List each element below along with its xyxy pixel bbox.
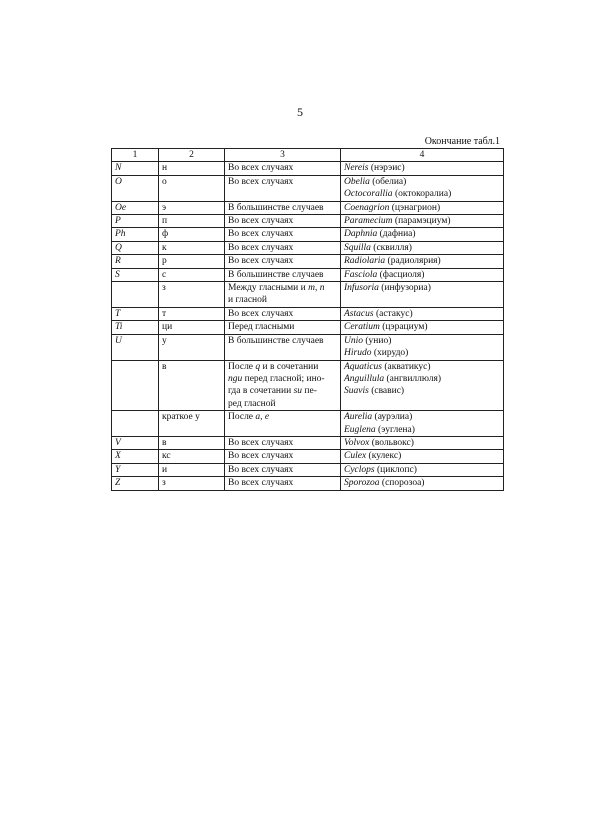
table-row [112,411,504,437]
rule-line: Во всех случаях [228,163,294,174]
example-line [344,162,500,174]
rule-line: Во всех случаях [228,308,294,319]
latin-letter-cell [112,360,159,411]
table-row [112,282,504,308]
rule-cell [225,228,341,241]
latin-letter-cell: U [112,334,159,360]
rule-cell [225,450,341,463]
page-number: 5 [297,105,303,119]
transcription: (хирудо) [373,348,409,359]
latin-letter-cell: P [112,215,159,228]
table-caption: Окончание табл.1 [424,136,500,147]
sound-cell: ф [159,228,225,241]
example-line [344,308,500,320]
example-cell [341,241,504,254]
rule-cell [225,436,341,449]
latin-name: Suavis [344,386,369,397]
latin-letter-cell: Z [112,477,159,490]
example-cell [341,321,504,334]
column-header: 4 [341,149,504,162]
transcription: (инфузориа) [381,283,431,294]
rule-cell [225,268,341,281]
rule-line: гда в сочетании su пе- [228,386,317,397]
table-row [112,307,504,320]
table-row [112,201,504,214]
latin-name: Nereis [344,163,369,174]
latin-name: Ceratium [344,322,380,333]
example-cell [341,411,504,437]
latin-name: Paramecium [344,216,393,227]
latin-name: Fasciola [344,269,378,280]
transcription: (сквилля) [373,242,412,253]
example-line [344,373,500,385]
transcription: (фасциоля) [379,269,425,280]
table-row [112,175,504,201]
table-row [112,162,504,175]
latin-letter-cell: X [112,450,159,463]
transcription: (аурэлиа) [374,412,413,423]
sound-cell: ци [159,321,225,334]
example-cell [341,307,504,320]
example-cell [341,175,504,201]
example-line [344,228,500,240]
table-body [112,162,504,490]
column-header: 1 [112,149,159,162]
rule-cell [225,201,341,214]
transcription: (обелиа) [372,176,407,187]
rule-cell [225,175,341,201]
rule-cell [225,255,341,268]
example-cell [341,201,504,214]
sound-cell: э [159,201,225,214]
transcription: (парамэциум) [394,216,451,227]
sound-cell: краткое у [159,411,225,437]
sound-cell: и [159,463,225,476]
transcription: (циклопс) [376,464,417,475]
sound-cell: кс [159,450,225,463]
example-line [344,335,500,347]
transcription: (астакус) [375,308,413,319]
rule-line: Перед гласными [228,322,295,333]
latin-name: Culex [344,451,367,462]
rule-line: и гласной [228,295,267,306]
example-cell [341,463,504,476]
example-cell [341,450,504,463]
example-line [344,202,500,214]
example-cell [341,436,504,449]
table-row [112,241,504,254]
latin-name: Daphnia [344,229,378,240]
rule-cell [225,215,341,228]
rule-cell [225,411,341,437]
latin-name: Volvox [344,437,370,448]
example-line [344,321,500,333]
transcription: (акватикус) [384,361,431,372]
rule-cell [225,241,341,254]
transcription: (унио) [365,335,392,346]
example-line [344,282,500,294]
table-row [112,255,504,268]
latin-name: Hirudo [344,348,372,359]
example-line [344,424,500,436]
latin-letter-cell: Ph [112,228,159,241]
example-line [344,255,500,267]
rule-cell [225,360,341,411]
rule-cell [225,477,341,490]
table-row [112,321,504,334]
sound-cell: в [159,360,225,411]
sound-cell: з [159,282,225,308]
latin-name: Aurelia [344,412,373,423]
latin-name: Sporozoa [344,478,380,489]
rule-line: После a, e [228,412,270,423]
example-cell [341,268,504,281]
sound-cell: к [159,241,225,254]
latin-name: Aquaticus [344,361,382,372]
pronunciation-table [111,148,504,491]
example-cell [341,477,504,490]
latin-letter-cell [112,282,159,308]
rule-cell [225,321,341,334]
table-row [112,477,504,490]
example-line [344,385,500,397]
sound-cell: н [159,162,225,175]
example-cell [341,255,504,268]
rule-line: Во всех случаях [228,478,294,489]
sound-cell: с [159,268,225,281]
rule-line: Во всех случаях [228,437,294,448]
latin-name: Cyclops [344,464,375,475]
transcription: (радиолярия) [387,256,441,267]
example-cell [341,360,504,411]
rule-line: Во всех случаях [228,229,294,240]
rule-line: ред гласной [228,398,276,409]
latin-name: Radiolaria [344,256,386,267]
rule-line: После q и в сочетании [228,361,319,372]
transcription: (вольвокс) [371,437,414,448]
example-line [344,477,500,489]
column-header: 2 [159,149,225,162]
transcription: (спорозоа) [381,478,425,489]
rule-cell [225,463,341,476]
latin-letter-cell: Oe [112,201,159,214]
latin-name: Octocorallia [344,189,393,200]
latin-letter-cell: V [112,436,159,449]
table-row [112,228,504,241]
sound-cell: о [159,175,225,201]
latin-letter-cell [112,411,159,437]
rule-cell [225,282,341,308]
table-header-row [112,149,504,162]
table-row [112,463,504,476]
latin-letter-cell: S [112,268,159,281]
latin-letter-cell: N [112,162,159,175]
rule-cell [225,307,341,320]
example-line [344,464,500,476]
sound-cell: р [159,255,225,268]
rule-line: Во всех случаях [228,176,294,187]
table-row [112,268,504,281]
latin-letter-cell: R [112,255,159,268]
rule-line: ngu перед гласной; ино- [228,373,325,384]
transcription: (цэрациум) [382,322,428,333]
latin-letter-cell: Ti [112,321,159,334]
transcription: (свавис) [371,386,405,397]
latin-name: Infusoria [344,283,379,294]
transcription: (ангвиллюля) [386,373,442,384]
example-line [344,269,500,281]
latin-letter-cell: Q [112,241,159,254]
example-line [344,242,500,254]
rule-line: Во всех случаях [228,216,294,227]
example-line [344,188,500,200]
latin-letter-cell: O [112,175,159,201]
example-cell [341,282,504,308]
transcription: (цэнагрион) [391,202,441,213]
example-cell [341,162,504,175]
example-line [344,176,500,188]
example-cell [341,334,504,360]
rule-line: Между гласными и m, n [228,283,325,294]
rule-line: В большинстве случаев [228,202,324,213]
transcription: (дафниа) [379,229,416,240]
latin-letter-cell: Y [112,463,159,476]
sound-cell: т [159,307,225,320]
table-row [112,334,504,360]
rule-cell [225,162,341,175]
example-cell [341,215,504,228]
column-header: 3 [225,149,341,162]
sound-cell: п [159,215,225,228]
rule-line: Во всех случаях [228,242,294,253]
sound-cell: в [159,436,225,449]
example-line [344,437,500,449]
latin-name: Coenagrion [344,202,390,213]
latin-name: Euglena [344,424,376,435]
latin-name: Unio [344,335,363,346]
table-row [112,360,504,411]
rule-line: Во всех случаях [228,464,294,475]
example-cell [341,228,504,241]
table-row [112,436,504,449]
rule-line: В большинстве случаев [228,335,324,346]
sound-cell: у [159,334,225,360]
latin-name: Anguillula [344,373,385,384]
rule-line: Во всех случаях [228,256,294,267]
latin-name: Astacus [344,308,374,319]
transcription: (октокоралиа) [394,189,452,200]
rule-line: Во всех случаях [228,451,294,462]
latin-name: Obelia [344,176,370,187]
sound-cell: з [159,477,225,490]
example-line [344,361,500,373]
latin-name: Squilla [344,242,371,253]
example-line [344,411,500,423]
example-line [344,215,500,227]
transcription: (кулекс) [368,451,402,462]
table-row [112,215,504,228]
rule-cell [225,334,341,360]
table-row [112,450,504,463]
example-line [344,450,500,462]
rule-line: В большинстве случаев [228,269,324,280]
transcription: (эуглена) [378,424,415,435]
latin-letter-cell: T [112,307,159,320]
example-line [344,347,500,359]
transcription: (нэрэис) [370,163,405,174]
